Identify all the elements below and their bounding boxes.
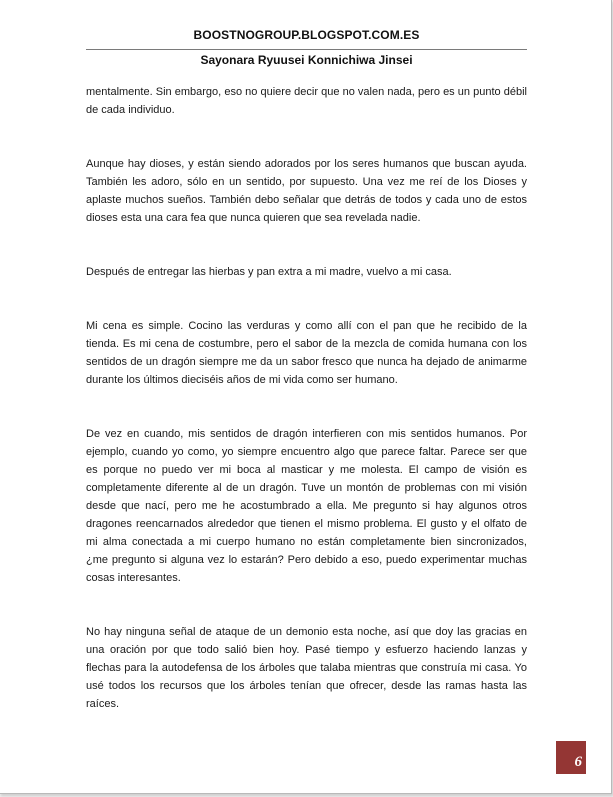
header-title: Sayonara Ryuusei Konnichiwa Jinsei bbox=[200, 53, 413, 67]
paragraph: No hay ninguna señal de ataque de un demonio esta noche, así que doy las gracias en una oración por que todo salió bien hoy. Pasé tiempo y esfuerzo haciendo lanzas y flechas para la autodefensa de los árboles que talaba mientras que construía mi casa. Yo usé todos los recursos que los árboles tenían que ofrecer, desde las ramas hasta las raíces. bbox=[86, 626, 527, 710]
paragraph-gap bbox=[86, 281, 527, 317]
header-divider bbox=[86, 49, 527, 50]
paragraph: Después de entregar las hierbas y pan extra a mi madre, vuelvo a mi casa. bbox=[86, 266, 452, 278]
header-site-url: BOOSTNOGROUP.BLOGSPOT.COM.ES bbox=[193, 28, 420, 42]
paragraph-gap bbox=[86, 119, 527, 155]
paragraph: Mi cena es simple. Cocino las verduras y como allí con el pan que he recibido de la tienda. Es mi cena de costumbre, pero el sabor de la mezcla de comida humana con los sentidos de un dragón siempre me da un sabor fresco que nunca ha dejado de animarme durante los últimos dieciséis años de mi vida como ser humano. bbox=[86, 320, 527, 386]
paragraph: Aunque hay dioses, y están siendo adorados por los seres humanos que buscan ayuda. También les adoro, sólo en un sentido, por supuesto. Una vez me reí de los Dioses y aplaste muchos sueños. También debo señalar que detrás de todos y cada uno de estos dioses esta una cara fea que nunca quieren que sea revelada nadie. bbox=[86, 158, 527, 224]
paragraph: mentalmente. Sin embargo, eso no quiere decir que no valen nada, pero es un punto débil de cada individuo. bbox=[86, 86, 527, 116]
paragraph-gap bbox=[86, 587, 527, 623]
page-number-badge: 6 bbox=[556, 741, 586, 774]
paragraph-gap bbox=[86, 389, 527, 425]
paragraph: De vez en cuando, mis sentidos de dragón interfieren con mis sentidos humanos. Por ejemplo, cuando yo como, yo siempre encuentro algo que parece faltar. Parece ser que es porque no puedo ver mi boca al masticar y me molesta. El campo de visión es completamente diferente al de un dragón. Tuve un montón de problemas con mi visión desde que nací, pero me he acostumbrado a ella. Me pregunto si hay algunos otros dragones reencarnados alrededor que tienen el mismo problema. El gusto y el olfato de mi alma conectada a mi cuerpo humano no están completamente bien sincronizados, ¿me pregunto si alguna vez lo estarán? Pero debido a eso, puedo experimentar muchas cosas interesantes. bbox=[86, 428, 527, 584]
paragraph-gap bbox=[86, 227, 527, 263]
body-text bbox=[86, 83, 527, 713]
